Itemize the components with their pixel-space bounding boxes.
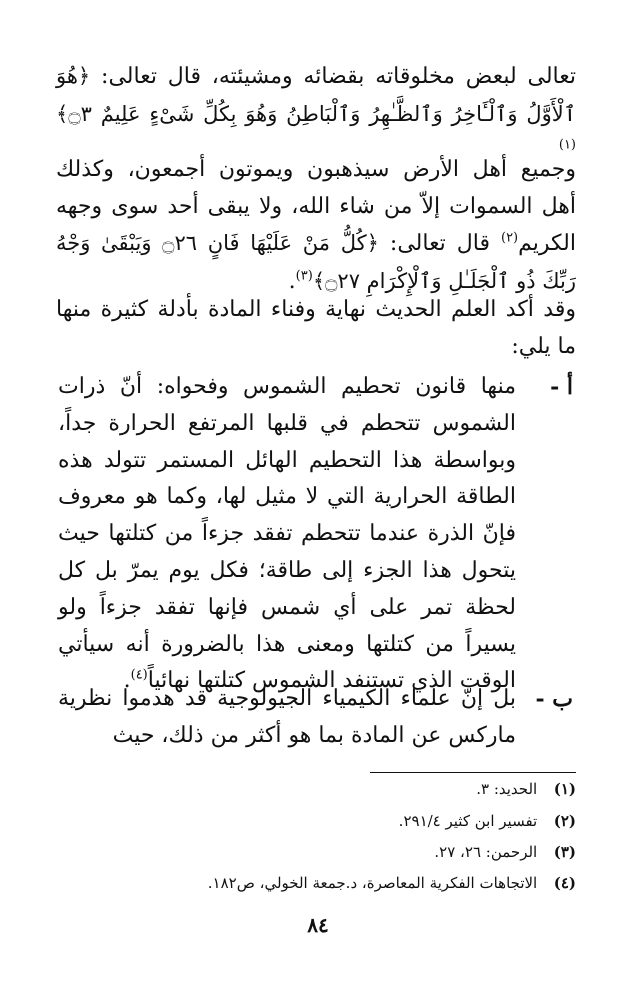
list-item-b-text: بل إنّ علماء الكيمياء الجيولوجية قد هدموا نظرية ماركس عن المادة بما هو أكثر من ذلك، حيث: [58, 686, 516, 748]
footnote-2-text: تفسير ابن كثير ٢٩١/٤.: [398, 812, 538, 830]
list-item-b-label: ب -: [535, 686, 573, 712]
footnote-divider: [370, 772, 576, 773]
footnote-ref-2: (٢): [500, 230, 519, 246]
list-item-b: [58, 681, 516, 755]
paragraph-2: [56, 152, 576, 300]
paragraph-2-text: وجميع أهل الأرض سيذهبون ويموتون أجمعون، وكذلك أهل السموات إلاّ من شاء الله، ولا يبقى أحد سوى وجهه الكريم: [56, 157, 576, 256]
footnote-3-text: الرحمن: ٢٦، ٢٧.: [434, 843, 538, 861]
list-item-a-end: .: [123, 668, 131, 694]
quran-verse-1: ﴿هُوَ ٱلْأَوَّلُ وَٱلْـَٔاخِرُ وَٱلظَّـٰهِرُ وَٱلْبَاطِنُ وَهُوَ بِكُلِّ شَىْءٍ عَلِيمٌ ۝٣﴾: [56, 64, 576, 126]
footnote-2: [40, 810, 576, 832]
list-item-a: [58, 369, 516, 700]
paragraph-3: [56, 292, 576, 365]
paragraph-2-mid: قال تعالى:: [378, 231, 501, 256]
list-item-a-text: منها قانون تحطيم الشموس وفحواه: أنّ ذرات الشموس تتحطم في قلبها المرتفع الحرارة جداً، وبواسطة هذا التحطيم الهائل المستمر تتولد هذه الطاقة الحرارية التي لا مثيل لها، وكما هو معروف فإنّ الذرة عندما تتحطم تفقد جزءاً من كتلتها حيث يتحول هذا الجزء إلى طاقة؛ فكل يوم يمرّ بل كل لحظة تمر على أي شمس فإنها تفقد جزءاً ولو يسيراً من كتلتها ومعنى هذا بالضرورة أنه سيأتي الوقت الذي تستنفد الشموس كتلتها نهائياً: [58, 374, 516, 694]
footnote-4-text: الاتجاهات الفكرية المعاصرة، د.جمعة الخولي، ص١٨٢.: [207, 874, 538, 892]
paragraph-3-text: وقد أكد العلم الحديث نهاية وفناء المادة بأدلة كثيرة منها ما يلي:: [56, 297, 576, 359]
footnote-3-number: (٣): [553, 843, 576, 861]
paragraph-1-lead: تعالى لبعض مخلوقاته بقضائه ومشيئته، قال تعالى:: [90, 64, 576, 89]
footnote-ref-3: (٣): [295, 268, 313, 284]
page-number: ٨٤: [307, 913, 329, 937]
quran-verse-2: ﴿كُلُّ مَنْ عَلَيْهَا فَانٍ ۝٢٦ وَيَبْقَىٰ وَجْهُ رَبِّكَ ذُو ٱلْجَلَـٰلِ وَٱلْإِكْرَامِ ۝٢٧﴾: [56, 231, 576, 293]
footnote-1-number: (١): [553, 780, 576, 798]
paragraph-2-end: .: [288, 268, 296, 294]
list-item-a-label: أ -: [550, 374, 573, 400]
footnote-4-number: (٤): [553, 874, 576, 892]
footnote-ref-4: (٤): [130, 668, 148, 684]
footnote-ref-1: (١): [558, 137, 576, 153]
footnote-2-number: (٢): [553, 812, 576, 830]
footnote-1-text: الحديد: ٣.: [476, 780, 538, 798]
footnote-1: [40, 778, 576, 800]
footnote-4: [40, 872, 576, 894]
footnote-3: [40, 841, 576, 863]
